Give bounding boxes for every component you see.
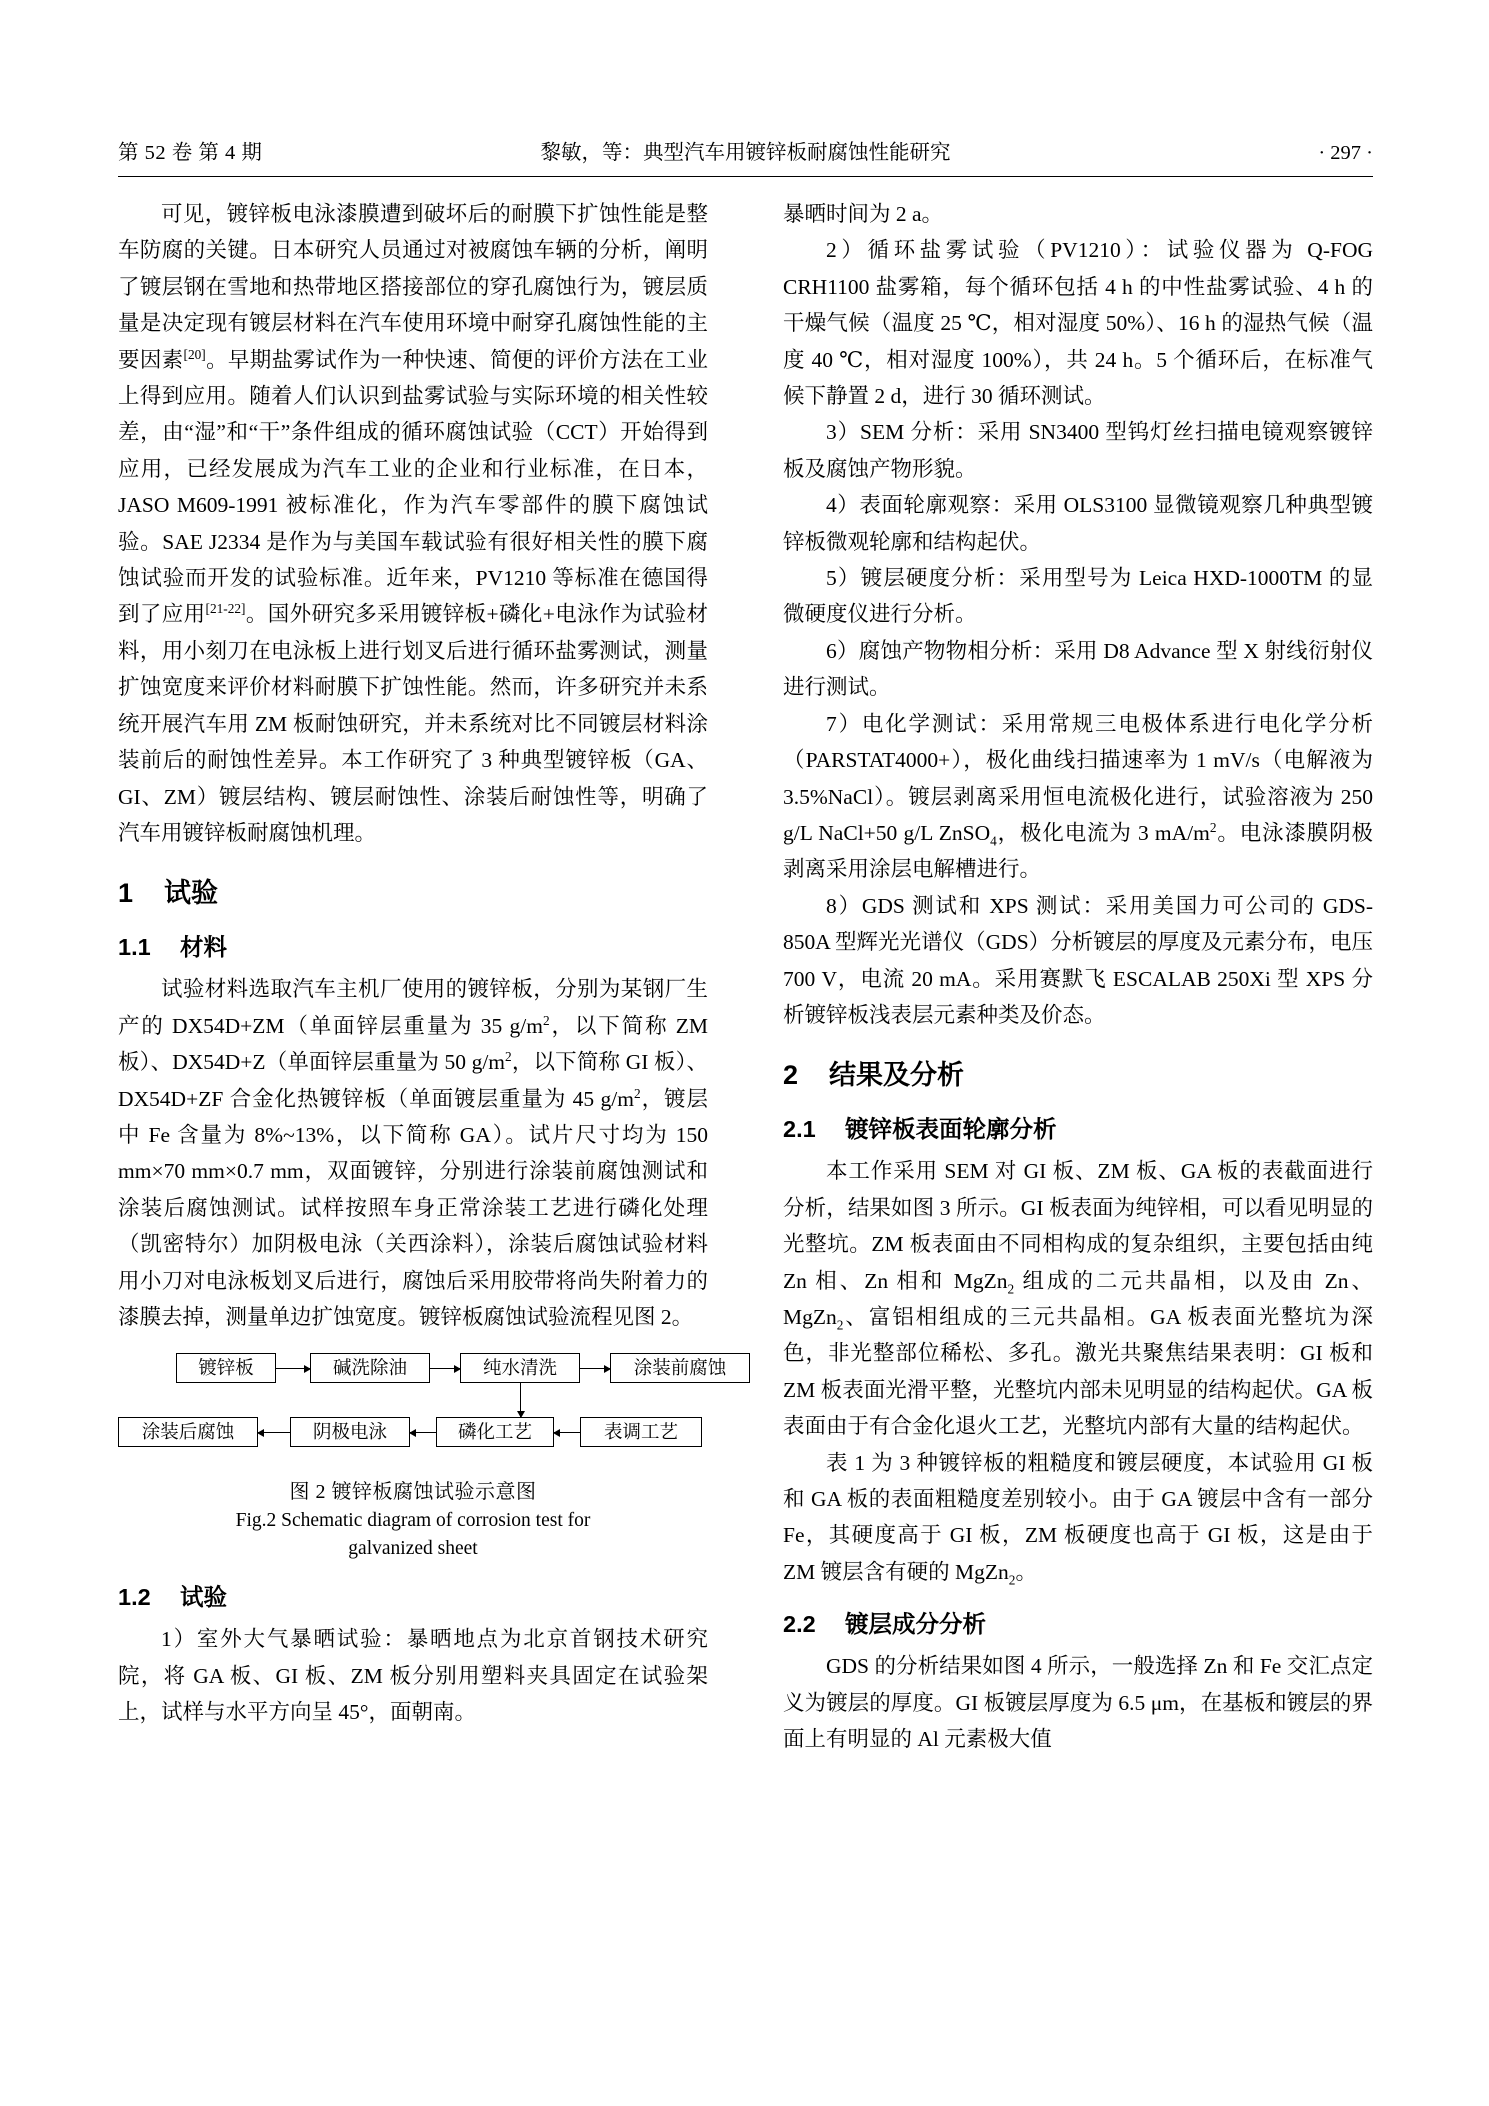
materials-text-b: ，以下简称 ZM 板）、DX54D+Z（单面锌层重量为 50 g/m bbox=[118, 1013, 708, 1075]
section-1-number: 1 bbox=[118, 878, 134, 909]
subsection-1-1-title: 材料 bbox=[180, 934, 227, 961]
unit-exponent-3: 2 bbox=[633, 1085, 641, 1101]
section-heading-1 bbox=[118, 873, 708, 913]
subsection-2-1-title: 镀锌板表面轮廓分析 bbox=[845, 1116, 1057, 1143]
figure-2-caption bbox=[118, 1477, 708, 1563]
flow-arrow-2 bbox=[430, 1368, 460, 1369]
running-head bbox=[118, 138, 1373, 168]
roughness-text-a: 表 1 为 3 种镀锌板的粗糙度和镀层硬度，本试验用 GI 板和 GA 板的表面粗糙度差别较小。由于 GA 镀层中含有一部分 Fe，其硬度高于 GI 板，ZM 板硬度也高于 GI 板，这是由于 ZM 镀层含有硬的 MgZn bbox=[783, 1450, 1373, 1584]
flow-box-alkaline-degreasing: 碱洗除油 bbox=[310, 1353, 430, 1383]
paragraph-intro-text-3: 。国外研究多采用镀锌板+磷化+电泳作为试验材料，用小刻刀在电泳板上进行划叉后进行循环盐雾测试，测量扩蚀宽度来评价材料耐膜下扩蚀性能。然而，许多研究并未系统开展汽车用 ZM 板耐蚀研究，并未系统对比不同镀层材料涂装前后的耐蚀性差异。本工作研究了 3 种典型镀锌板（GA、GI、ZM）镀层结构、镀层耐蚀性、涂装后耐蚀性等，明确了汽车用镀锌板耐腐蚀机理。 bbox=[118, 602, 708, 845]
section-2-title: 结果及分析 bbox=[829, 1060, 964, 1091]
materials-text-a: 试验材料选取汽车主机厂使用的镀锌板，分别为某钢厂生产的 DX54D+ZM（单面锌层重量为 35 g/m bbox=[118, 977, 708, 1038]
unit-exponent-area: 2 bbox=[1209, 819, 1217, 835]
materials-text-c: ，以下简称 GI 板）、DX54D+ZF 合金化热镀锌板（单面镀层重量为 45 g/m bbox=[118, 1050, 708, 1111]
left-column bbox=[118, 196, 727, 1731]
test-7-text-b: ，极化电流为 3 mA/m bbox=[996, 820, 1210, 845]
header-divider bbox=[118, 176, 1373, 177]
flow-box-pre-coating-corrosion: 涂装前腐蚀 bbox=[610, 1353, 750, 1383]
paragraph-intro-text: 可见，镀锌板电泳漆膜遭到破坏后的耐膜下扩蚀性能是整车防腐的关键。日本研究人员通过对被腐蚀车辆的分析，阐明了镀层钢在雪地和热带地区搭接部位的穿孔腐蚀行为，镀层质量是决定现有镀层材料在汽车使用环境中耐穿孔腐蚀性能的主要因素 bbox=[118, 202, 708, 372]
subsection-heading-1-1 bbox=[118, 929, 708, 965]
materials-text-d: ，镀层中 Fe 含量为 8%~13%，以下简称 GA）。试片尺寸均为 150 mm×70 mm×0.7 mm，双面镀锌，分别进行涂装前腐蚀测试和涂装后腐蚀测试。试样按照车身正常涂装工艺进行磷化处理（凯密特尔）加阴极电泳（关西涂料），涂装后腐蚀试验材料用小刀对电泳板划叉后进行，腐蚀后采用胶带将尚失附着力的漆膜去掉，测量单边扩蚀宽度。镀锌板腐蚀试验流程见图 2。 bbox=[118, 1086, 708, 1329]
paragraph-test-2: 2）循环盐雾试验（PV1210）：试验仪器为 Q-FOG CRH1100 盐雾箱，每个循环包括 4 h 的中性盐雾试验、4 h 的干燥气候（温度 25 ℃，相对湿度 50%）、16 h 的湿热气候（温度 40 ℃，相对湿度 100%），共 24 h。5 个循环后，在标准气候下静置 2 d，进行 30 循环测试。 bbox=[783, 238, 1373, 409]
paragraph-test-7 bbox=[783, 706, 1373, 888]
surface-profile-text-a: 本工作采用 SEM 对 GI 板、ZM 板、GA 板的表截面进行分析，结果如图 3 所示。GI 板表面为纯锌相，可以看见明显的光整坑。ZM 板表面由不同相构成的复杂组织，主要包括由纯 Zn 相、Zn 相和 MgZn bbox=[783, 1159, 1373, 1293]
paragraph-test-6: 6）腐蚀产物物相分析：采用 D8 Advance 型 X 射线衍射仪进行测试。 bbox=[783, 638, 1373, 700]
flow-arrow-5 bbox=[410, 1432, 436, 1433]
flow-box-galvanized-sheet: 镀锌板 bbox=[176, 1353, 276, 1383]
flow-arrow-6 bbox=[554, 1432, 580, 1433]
flow-arrow-1 bbox=[276, 1368, 310, 1369]
flow-arrow-down bbox=[520, 1383, 521, 1417]
formula-subscript-mgzn2-1: 2 bbox=[1007, 1280, 1015, 1296]
flow-arrow-3 bbox=[580, 1368, 610, 1369]
subsection-1-2-title: 试验 bbox=[180, 1584, 227, 1611]
right-column bbox=[783, 196, 1373, 1757]
paragraph-exposure-cont: 暴晒时间为 2 a。 bbox=[783, 202, 944, 226]
paragraph-test-3: 3）SEM 分析：采用 SN3400 型钨灯丝扫描电镜观察镀锌板及腐蚀产物形貌。 bbox=[783, 420, 1373, 481]
formula-subscript-znso4: 4 bbox=[990, 833, 997, 849]
section-heading-2 bbox=[783, 1055, 1373, 1095]
figure-2-caption-cn: 图 2 镀锌板腐蚀试验示意图 bbox=[289, 1481, 537, 1504]
flow-box-pure-water-rinse: 纯水清洗 bbox=[460, 1353, 580, 1383]
test-7-text-c: 。电泳漆膜阴极剥离采用涂层电解槽进行。 bbox=[783, 820, 1373, 882]
paragraph-roughness-hardness bbox=[783, 1445, 1373, 1591]
surface-profile-text-b: 组成的二元共晶相，以及由 Zn、MgZn bbox=[783, 1268, 1373, 1329]
unit-exponent-2: 2 bbox=[505, 1048, 512, 1064]
subsection-2-1-number: 2.1 bbox=[783, 1116, 816, 1143]
running-head-left: 第 52 卷 第 4 期 bbox=[118, 142, 263, 164]
paragraph-test-5: 5）镀层硬度分析：采用型号为 Leica HXD-1000TM 的显微硬度仪进行分析。 bbox=[783, 566, 1373, 627]
paragraph-test-4: 4）表面轮廓观察：采用 OLS3100 显微镜观察几种典型镀锌板微观轮廓和结构起伏。 bbox=[783, 493, 1373, 554]
formula-subscript-mgzn2-3: 2 bbox=[1008, 1572, 1016, 1588]
flow-arrow-4 bbox=[258, 1432, 290, 1433]
paragraph-test-8: 8）GDS 测试和 XPS 测试：采用美国力可公司的 GDS-850A 型辉光光谱仪（GDS）分析镀层的厚度及元素分布，电压 700 V，电流 20 mA。采用赛默飞 ESCALAB 250Xi 型 XPS 分析镀锌板浅表层元素种类及价态。 bbox=[783, 893, 1373, 1027]
paragraph-test-1: 1）室外大气暴晒试验：暴晒地点为北京首钢技术研究院，将 GA 板、GI 板、ZM 板分别用塑料夹具固定在试验架上，试样与水平方向呈 45°，面朝南。 bbox=[118, 1627, 708, 1725]
running-head-center: 黎敏，等：典型汽车用镀锌板耐腐蚀性能研究 bbox=[540, 142, 951, 164]
paragraph-surface-profile bbox=[783, 1153, 1373, 1444]
subsection-heading-2-1 bbox=[783, 1111, 1373, 1147]
page-number: · 297 · bbox=[1318, 142, 1373, 164]
flow-box-post-coating-corrosion: 涂装后腐蚀 bbox=[118, 1417, 258, 1447]
surface-profile-text-c: 、富铝相组成的三元共晶相。GA 板表面光整坑为深色，非光整部位稀松、多孔。激光共聚焦结果表明：GI 板和 ZM 板表面光滑平整，光整坑内部未见明显的结构起伏。GA 板表面由于有合金化退火工艺，光整坑内部有大量的结构起伏。 bbox=[783, 1304, 1373, 1439]
paragraph-materials bbox=[118, 971, 708, 1335]
flow-box-cathodic-electrophoresis: 阴极电泳 bbox=[290, 1417, 410, 1447]
figure-2 bbox=[118, 1353, 727, 1563]
test-7-text-a: 7）电化学测试：采用常规三电极体系进行电化学分析（PARSTAT4000+），极化曲线扫描速率为 1 mV/s（电解液为 3.5%NaCl）。镀层剥离采用恒电流极化进行，试验溶液为 250 g/L NaCl+50 g/L ZnSO bbox=[783, 711, 1373, 845]
subsection-heading-1-2 bbox=[118, 1579, 708, 1615]
flow-box-phosphating-process: 磷化工艺 bbox=[436, 1417, 554, 1447]
paragraph-intro-text-2: 。早期盐雾试作为一种快速、简便的评价方法在工业上得到应用。随着人们认识到盐雾试验与实际环境的相关性较差，由“湿”和“干”条件组成的循环腐蚀试验（CCT）开始得到应用，已经发展成为汽车工业的企业和行业标准，在日本，JASO M609-1991 被标准化，作为汽车零部件的膜下腐蚀试验。SAE J2334 是作为与美国车载试验有很好相关性的膜下腐蚀试验而开发的试验标准。近年来，PV1210 等标准在德国得到了应用 bbox=[118, 347, 708, 627]
formula-subscript-mgzn2-2: 2 bbox=[836, 1317, 844, 1333]
flow-box-surface-conditioning: 表调工艺 bbox=[580, 1417, 702, 1447]
subsection-1-1-number: 1.1 bbox=[118, 934, 151, 961]
figure-2-caption-en-1: Fig.2 Schematic diagram of corrosion test for bbox=[235, 1510, 591, 1532]
section-2-number: 2 bbox=[783, 1060, 799, 1091]
figure-2-flowchart bbox=[118, 1353, 727, 1471]
section-1-title: 试验 bbox=[164, 878, 218, 909]
paragraph-coating-composition: GDS 的分析结果如图 4 所示，一般选择 Zn 和 Fe 交汇点定义为镀层的厚度。GI 板镀层厚度为 6.5 μm，在基板和镀层的界面上有明显的 Al 元素极大值 bbox=[783, 1654, 1373, 1752]
paragraph-intro bbox=[118, 196, 708, 851]
subsection-2-2-title: 镀层成分分析 bbox=[845, 1611, 986, 1638]
roughness-text-b: 。 bbox=[1015, 1559, 1037, 1584]
citation-ref-21-22: [21-22] bbox=[205, 601, 246, 617]
subsection-1-2-number: 1.2 bbox=[118, 1584, 151, 1611]
citation-ref-20: [20] bbox=[183, 346, 206, 362]
subsection-heading-2-2 bbox=[783, 1606, 1373, 1642]
figure-2-caption-en-2: galvanized sheet bbox=[348, 1538, 478, 1560]
subsection-2-2-number: 2.2 bbox=[783, 1611, 816, 1638]
unit-exponent-1: 2 bbox=[542, 1012, 550, 1028]
